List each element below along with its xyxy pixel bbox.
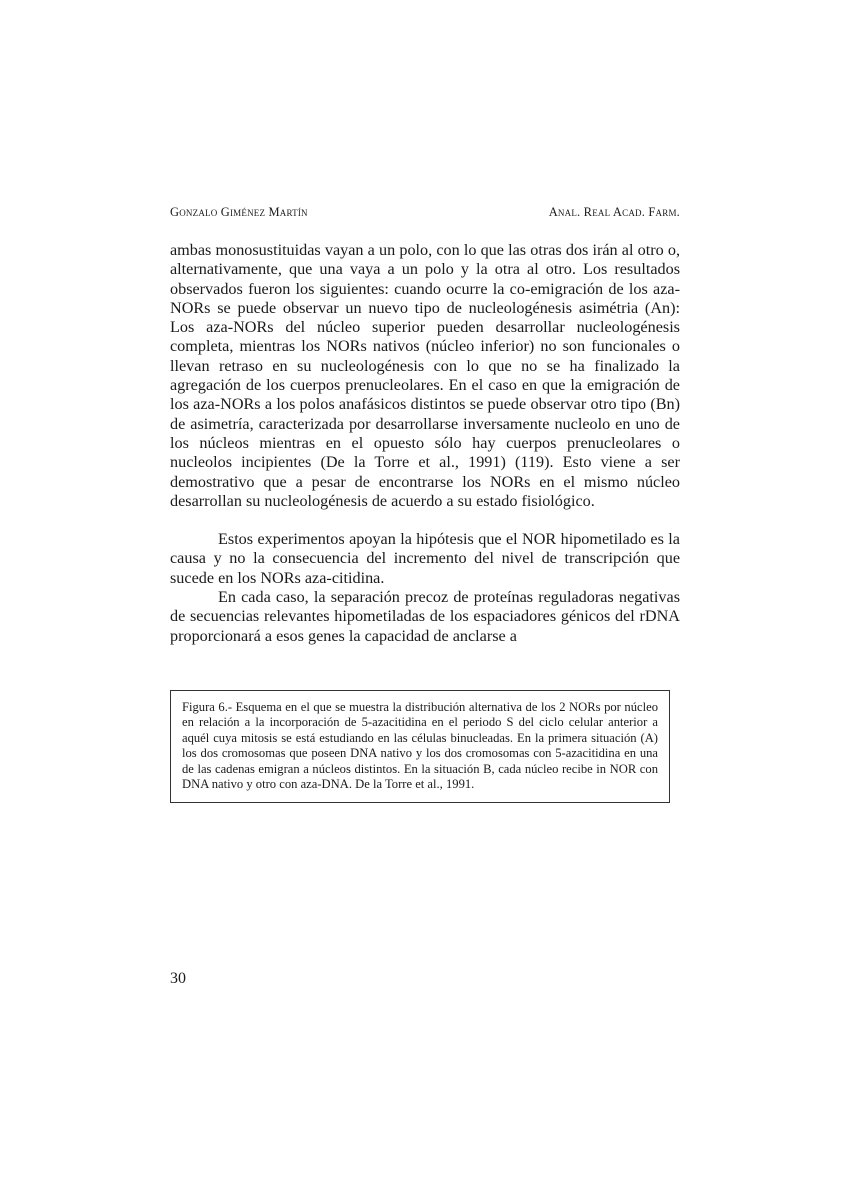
header-journal: Anal. Real Acad. Farm. bbox=[548, 205, 680, 219]
paragraph-2: Estos experimentos apoyan la hipótesis que el NOR hipometilado es la causa y no la consecuencia del incremento del nivel de transcripción que sucede en los NORs aza-citidina. bbox=[170, 530, 680, 587]
header-author: Gonzalo Giménez Martín bbox=[170, 205, 308, 219]
paragraph-3: En cada caso, la separación precoz de proteínas reguladoras negativas de secuencias relevantes hipometiladas de los espaciadores génicos del rDNA proporcionará a esos genes la capacidad de anclarse a bbox=[170, 588, 680, 645]
figure-caption: Figura 6.- Esquema en el que se muestra la distribución alternativa de los 2 NORs por núcleo en relación a la incorporación de 5-azacitidina en el periodo S del ciclo celular anterior a aquél cuya mitosis se está estudiando en las células binucleadas. En la primera situación (A) los dos cromosomas que poseen DNA nativo y los dos cromosomas con 5-azacitidina en una de las cadenas emigran a núcleos distintos. En la situación B, cada núcleo recibe in NOR con DNA nativo y otro con aza-DNA. De la Torre et al., 1991. bbox=[170, 690, 670, 803]
body-text bbox=[170, 241, 680, 646]
paragraph-1: ambas monosustituidas vayan a un polo, con lo que las otras dos irán al otro o, alternativamente, que una vaya a un polo y la otra al otro. Los resultados observados fueron los siguientes: cuando ocurre la co-emigración de los aza-NORs se puede observar un nuevo tipo de nucleologénesis asimétria (An): Los aza-NORs del núcleo superior pueden desarrollar nucleologénesis completa, mientras los NORs nativos (núcleo inferior) no son funcionales o llevan retraso en su nucleologénesis con lo que no se ha finalizado la agregación de los cuerpos prenucleolares. En el caso en que la emigración de los aza-NORs a los polos anafásicos distintos se puede observar otro tipo (Bn) de asimetría, caracterizada por desarrollarse inversamente nucleolo en uno de los núcleos mientras en el opuesto sólo hay cuerpos prenucleolares o nucleolos incipientes (De la Torre et al., 1991) (119). Esto viene a ser demostrativo que a pesar de encontrarse los NORs en el mismo núcleo desarrollan su nucleologénesis de acuerdo a su estado fisiológico. bbox=[170, 241, 680, 510]
running-header bbox=[170, 205, 680, 220]
page-number: 30 bbox=[170, 970, 186, 987]
